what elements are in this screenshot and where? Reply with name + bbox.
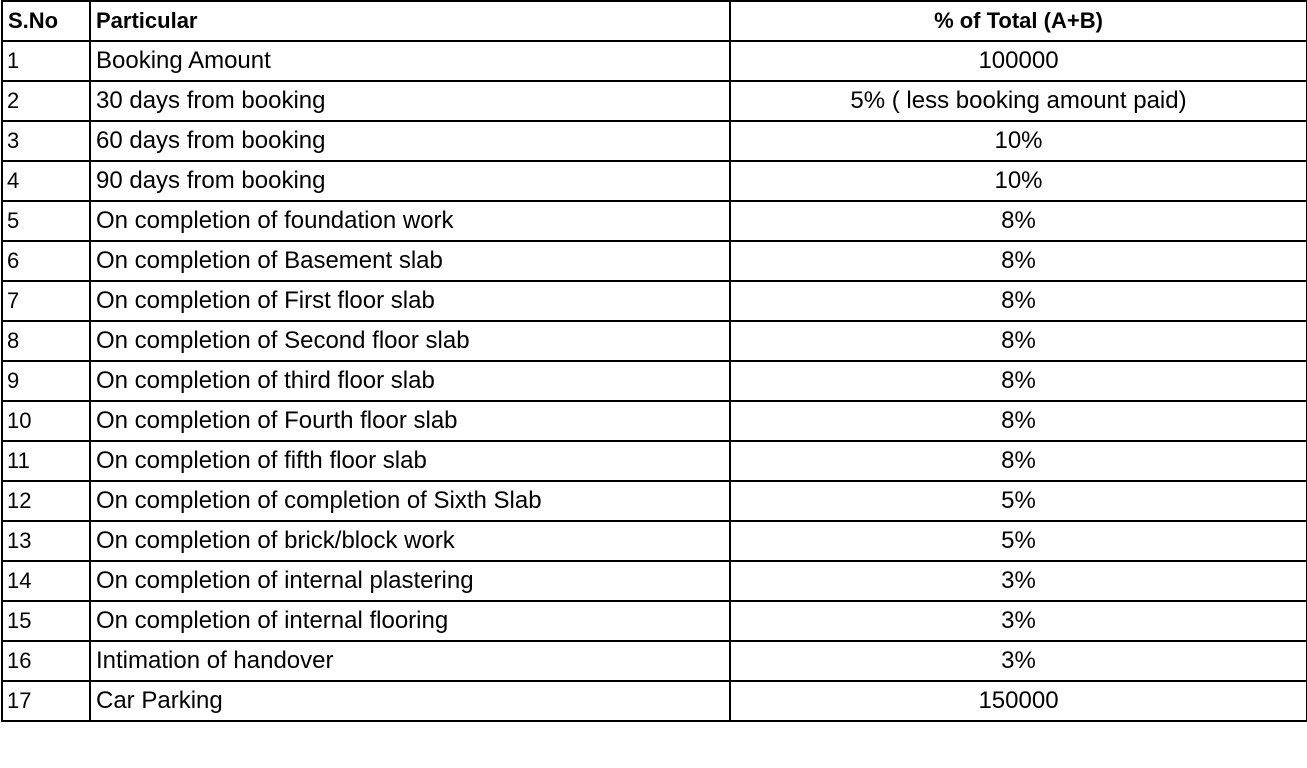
header-particular: Particular (90, 1, 730, 41)
cell-particular: Booking Amount (90, 41, 730, 81)
cell-sno: 13 (2, 521, 90, 561)
table-row (2, 401, 1307, 441)
cell-particular: On completion of foundation work (90, 201, 730, 241)
cell-sno: 10 (2, 401, 90, 441)
cell-percent-total: 8% (730, 281, 1307, 321)
table-row (2, 321, 1307, 361)
cell-percent-total: 10% (730, 161, 1307, 201)
table-row (2, 361, 1307, 401)
cell-sno: 2 (2, 81, 90, 121)
cell-percent-total: 3% (730, 641, 1307, 681)
cell-sno: 14 (2, 561, 90, 601)
cell-sno: 8 (2, 321, 90, 361)
cell-particular: 30 days from booking (90, 81, 730, 121)
cell-sno: 5 (2, 201, 90, 241)
cell-sno: 17 (2, 681, 90, 721)
cell-particular: On completion of Basement slab (90, 241, 730, 281)
cell-particular: On completion of brick/block work (90, 521, 730, 561)
table-row (2, 561, 1307, 601)
table-row (2, 681, 1307, 721)
payment-schedule-table (1, 0, 1307, 722)
cell-particular: On completion of completion of Sixth Slab (90, 481, 730, 521)
cell-particular: On completion of internal plastering (90, 561, 730, 601)
cell-sno: 9 (2, 361, 90, 401)
table-row (2, 481, 1307, 521)
cell-particular: On completion of First floor slab (90, 281, 730, 321)
table-row (2, 641, 1307, 681)
cell-sno: 6 (2, 241, 90, 281)
cell-sno: 7 (2, 281, 90, 321)
cell-sno: 3 (2, 121, 90, 161)
cell-percent-total: 5% ( less booking amount paid) (730, 81, 1307, 121)
cell-sno: 12 (2, 481, 90, 521)
table-row (2, 521, 1307, 561)
cell-sno: 15 (2, 601, 90, 641)
cell-percent-total: 8% (730, 241, 1307, 281)
cell-sno: 1 (2, 41, 90, 81)
table-row (2, 41, 1307, 81)
table-row (2, 201, 1307, 241)
header-sno: S.No (2, 1, 90, 41)
cell-particular: On completion of Second floor slab (90, 321, 730, 361)
cell-sno: 4 (2, 161, 90, 201)
cell-percent-total: 8% (730, 201, 1307, 241)
cell-percent-total: 8% (730, 401, 1307, 441)
table-header-row (2, 1, 1307, 41)
table-row (2, 121, 1307, 161)
cell-particular: Car Parking (90, 681, 730, 721)
cell-percent-total: 10% (730, 121, 1307, 161)
table-row (2, 601, 1307, 641)
cell-particular: 60 days from booking (90, 121, 730, 161)
cell-percent-total: 5% (730, 481, 1307, 521)
cell-particular: 90 days from booking (90, 161, 730, 201)
cell-percent-total: 8% (730, 321, 1307, 361)
table-row (2, 441, 1307, 481)
table-row (2, 281, 1307, 321)
cell-sno: 16 (2, 641, 90, 681)
cell-percent-total: 8% (730, 361, 1307, 401)
cell-particular: On completion of third floor slab (90, 361, 730, 401)
table-row (2, 161, 1307, 201)
cell-particular: On completion of fifth floor slab (90, 441, 730, 481)
cell-percent-total: 5% (730, 521, 1307, 561)
table-body (2, 41, 1307, 721)
cell-percent-total: 8% (730, 441, 1307, 481)
table-row (2, 241, 1307, 281)
table-row (2, 81, 1307, 121)
cell-particular: On completion of Fourth floor slab (90, 401, 730, 441)
cell-particular: On completion of internal flooring (90, 601, 730, 641)
cell-sno: 11 (2, 441, 90, 481)
cell-percent-total: 100000 (730, 41, 1307, 81)
cell-percent-total: 3% (730, 601, 1307, 641)
header-percent-total: % of Total (A+B) (730, 1, 1307, 41)
cell-percent-total: 3% (730, 561, 1307, 601)
cell-particular: Intimation of handover (90, 641, 730, 681)
cell-percent-total: 150000 (730, 681, 1307, 721)
